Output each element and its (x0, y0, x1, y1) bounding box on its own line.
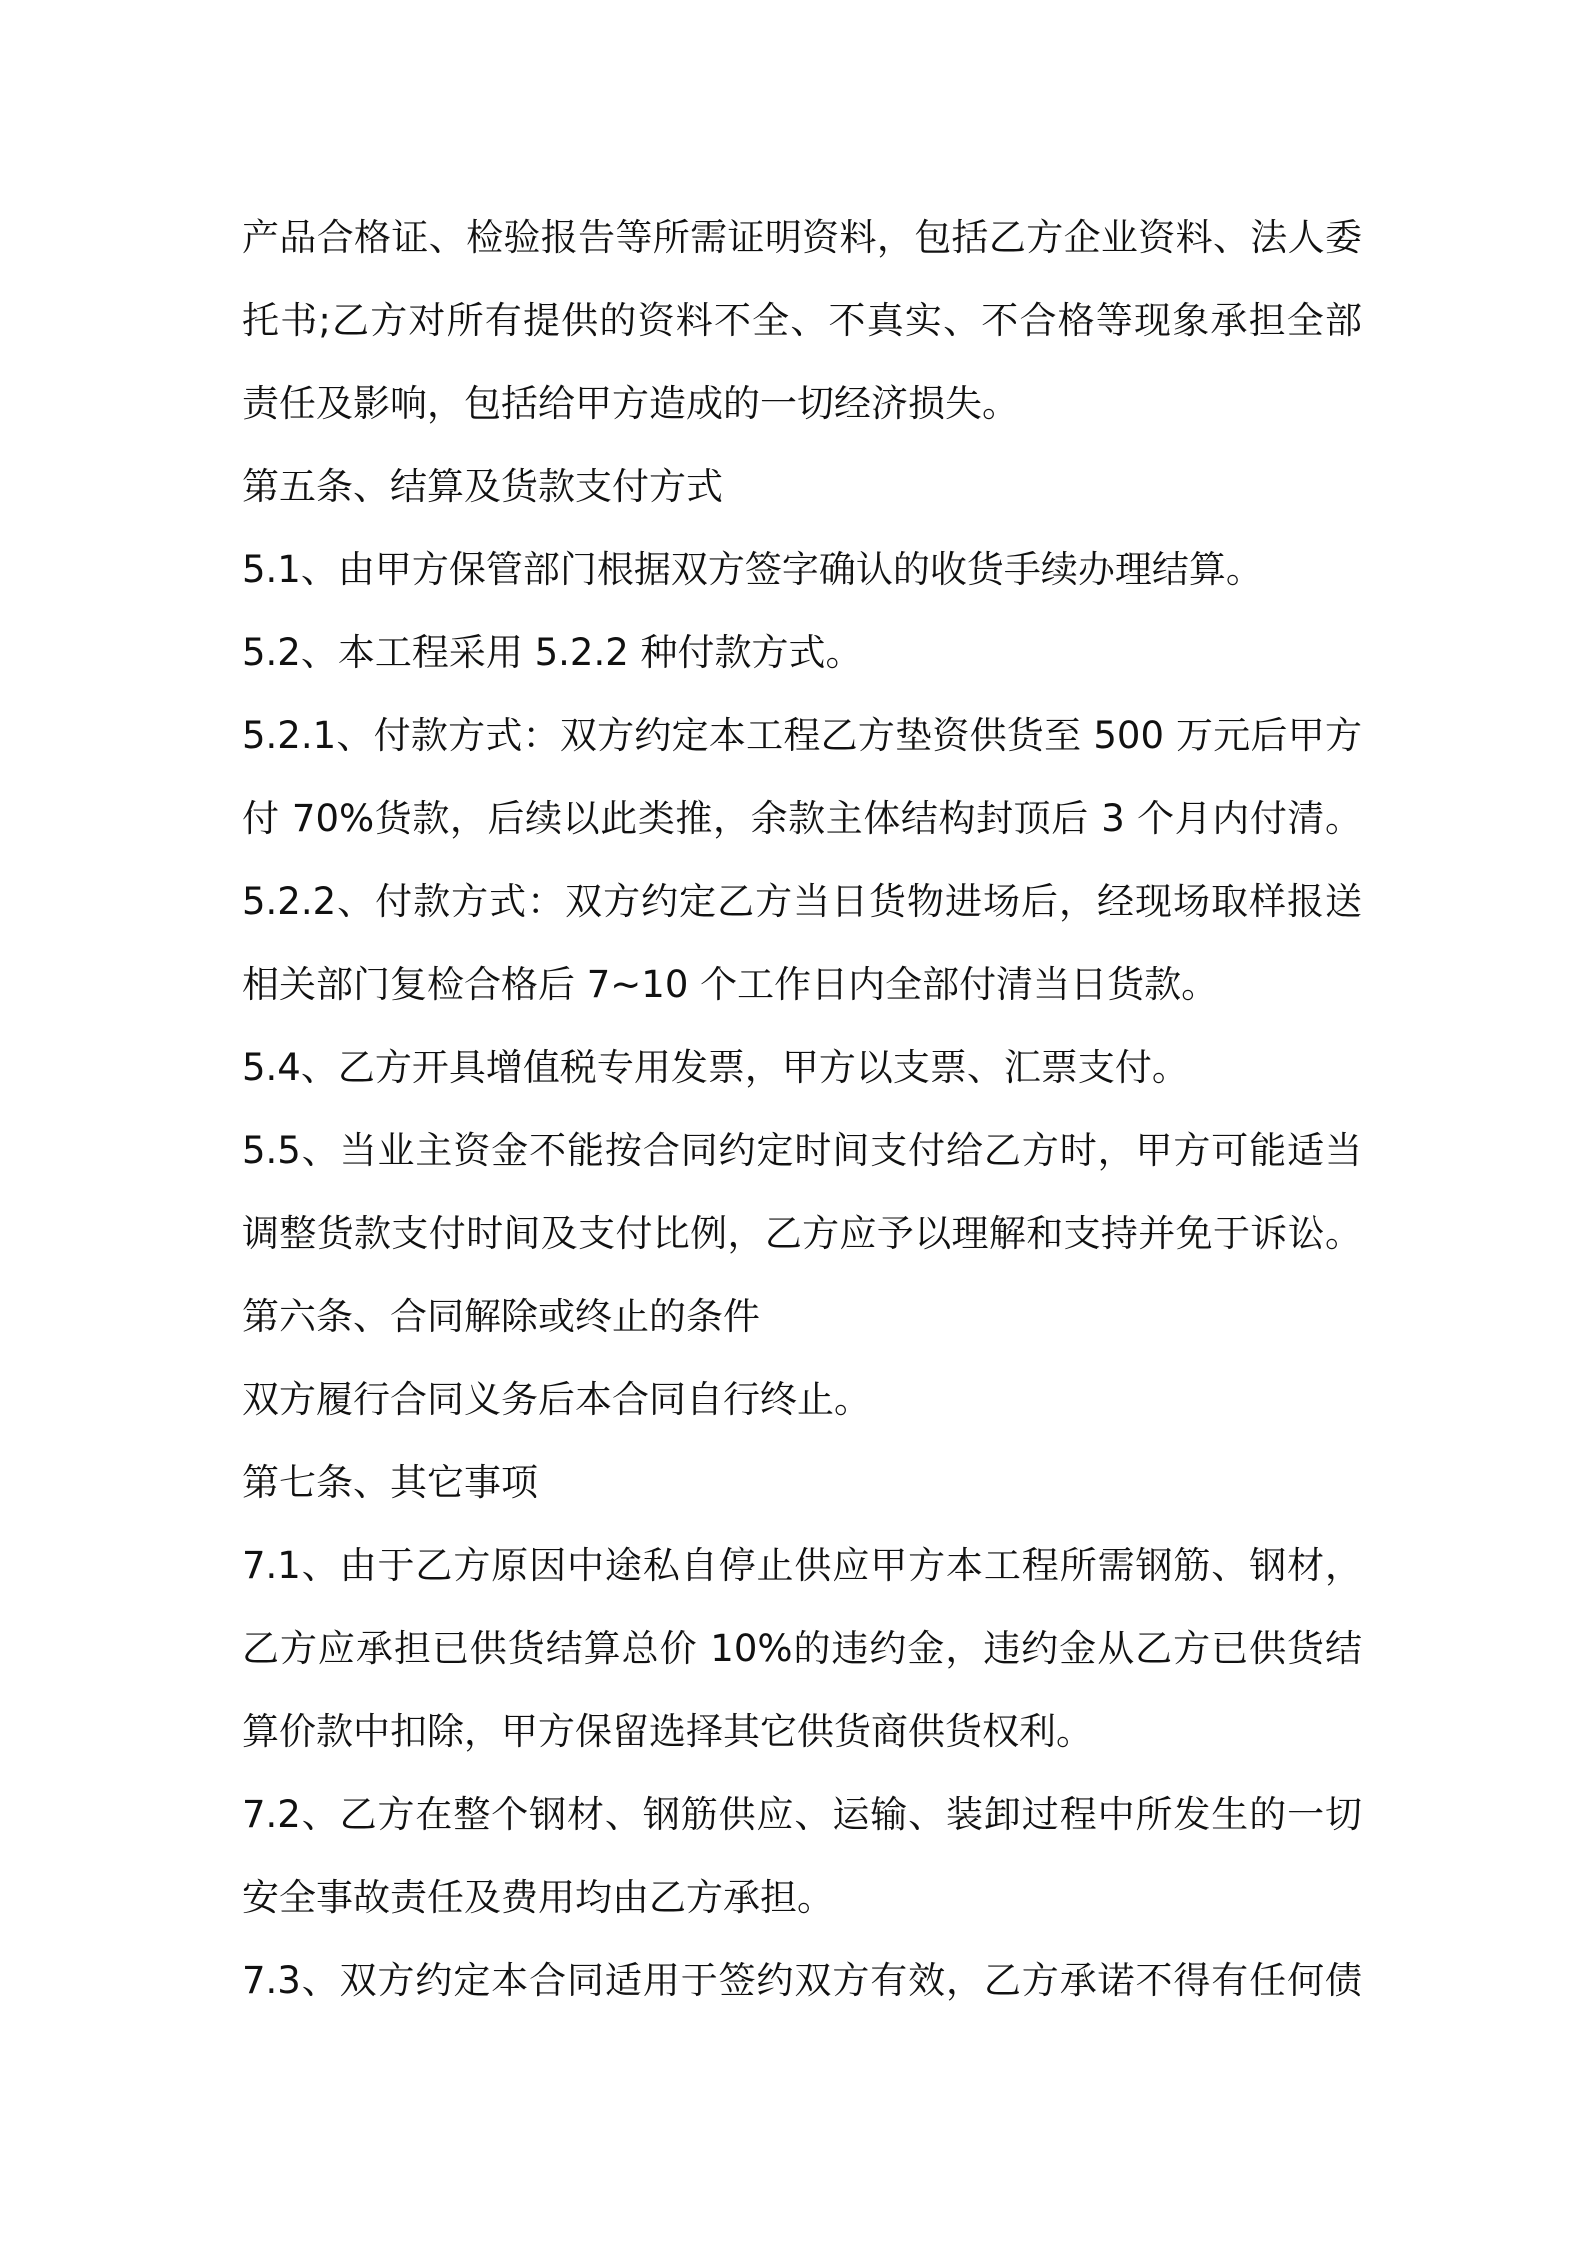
clause-line: 5.4、乙方开具增值税专用发票，甲方以支票、汇票支付。 (242, 1046, 1189, 1089)
text-line: 托书;乙方对所有提供的资料不全、不真实、不合格等现象承担全部 (242, 299, 1362, 342)
clause-line: 7.1、由于乙方原因中途私自停止供应甲方本工程所需钢筋、钢材， (242, 1544, 1362, 1587)
clause-line: 7.3、双方约定本合同适用于签约双方有效，乙方承诺不得有任何债 (242, 1959, 1362, 2002)
section-heading: 第七条、其它事项 (242, 1461, 538, 1504)
section-heading: 第六条、合同解除或终止的条件 (242, 1295, 760, 1338)
contract-text-body (242, 196, 1362, 2022)
text-line: 责任及影响，包括给甲方造成的一切经济损失。 (242, 382, 1019, 425)
clause-line: 5.2.2、付款方式：双方约定乙方当日货物进场后，经现场取样报送 (242, 880, 1362, 923)
text-line: 付 70%货款，后续以此类推，余款主体结构封顶后 3 个月内付清。 (242, 797, 1362, 840)
text-line: 产品合格证、检验报告等所需证明资料，包括乙方企业资料、法人委 (242, 216, 1362, 259)
section-heading: 第五条、结算及货款支付方式 (242, 465, 723, 508)
text-line: 双方履行合同义务后本合同自行终止。 (242, 1378, 871, 1421)
text-line: 乙方应承担已供货结算总价 10%的违约金，违约金从乙方已供货结 (242, 1627, 1362, 1670)
text-line: 调整货款支付时间及支付比例，乙方应予以理解和支持并免于诉讼。 (242, 1212, 1362, 1255)
clause-line: 5.2、本工程采用 5.2.2 种付款方式。 (242, 631, 863, 674)
text-line: 安全事故责任及费用均由乙方承担。 (242, 1876, 834, 1919)
clause-line: 5.5、当业主资金不能按合同约定时间支付给乙方时，甲方可能适当 (242, 1129, 1362, 1172)
clause-line: 5.1、由甲方保管部门根据双方签字确认的收货手续办理结算。 (242, 548, 1263, 591)
text-line: 相关部门复检合格后 7~10 个工作日内全部付清当日货款。 (242, 963, 1219, 1006)
text-line: 算价款中扣除，甲方保留选择其它供货商供货权利。 (242, 1710, 1093, 1753)
clause-line: 5.2.1、付款方式：双方约定本工程乙方垫资供货至 500 万元后甲方 (242, 714, 1362, 757)
clause-line: 7.2、乙方在整个钢材、钢筋供应、运输、装卸过程中所发生的一切 (242, 1793, 1362, 1836)
